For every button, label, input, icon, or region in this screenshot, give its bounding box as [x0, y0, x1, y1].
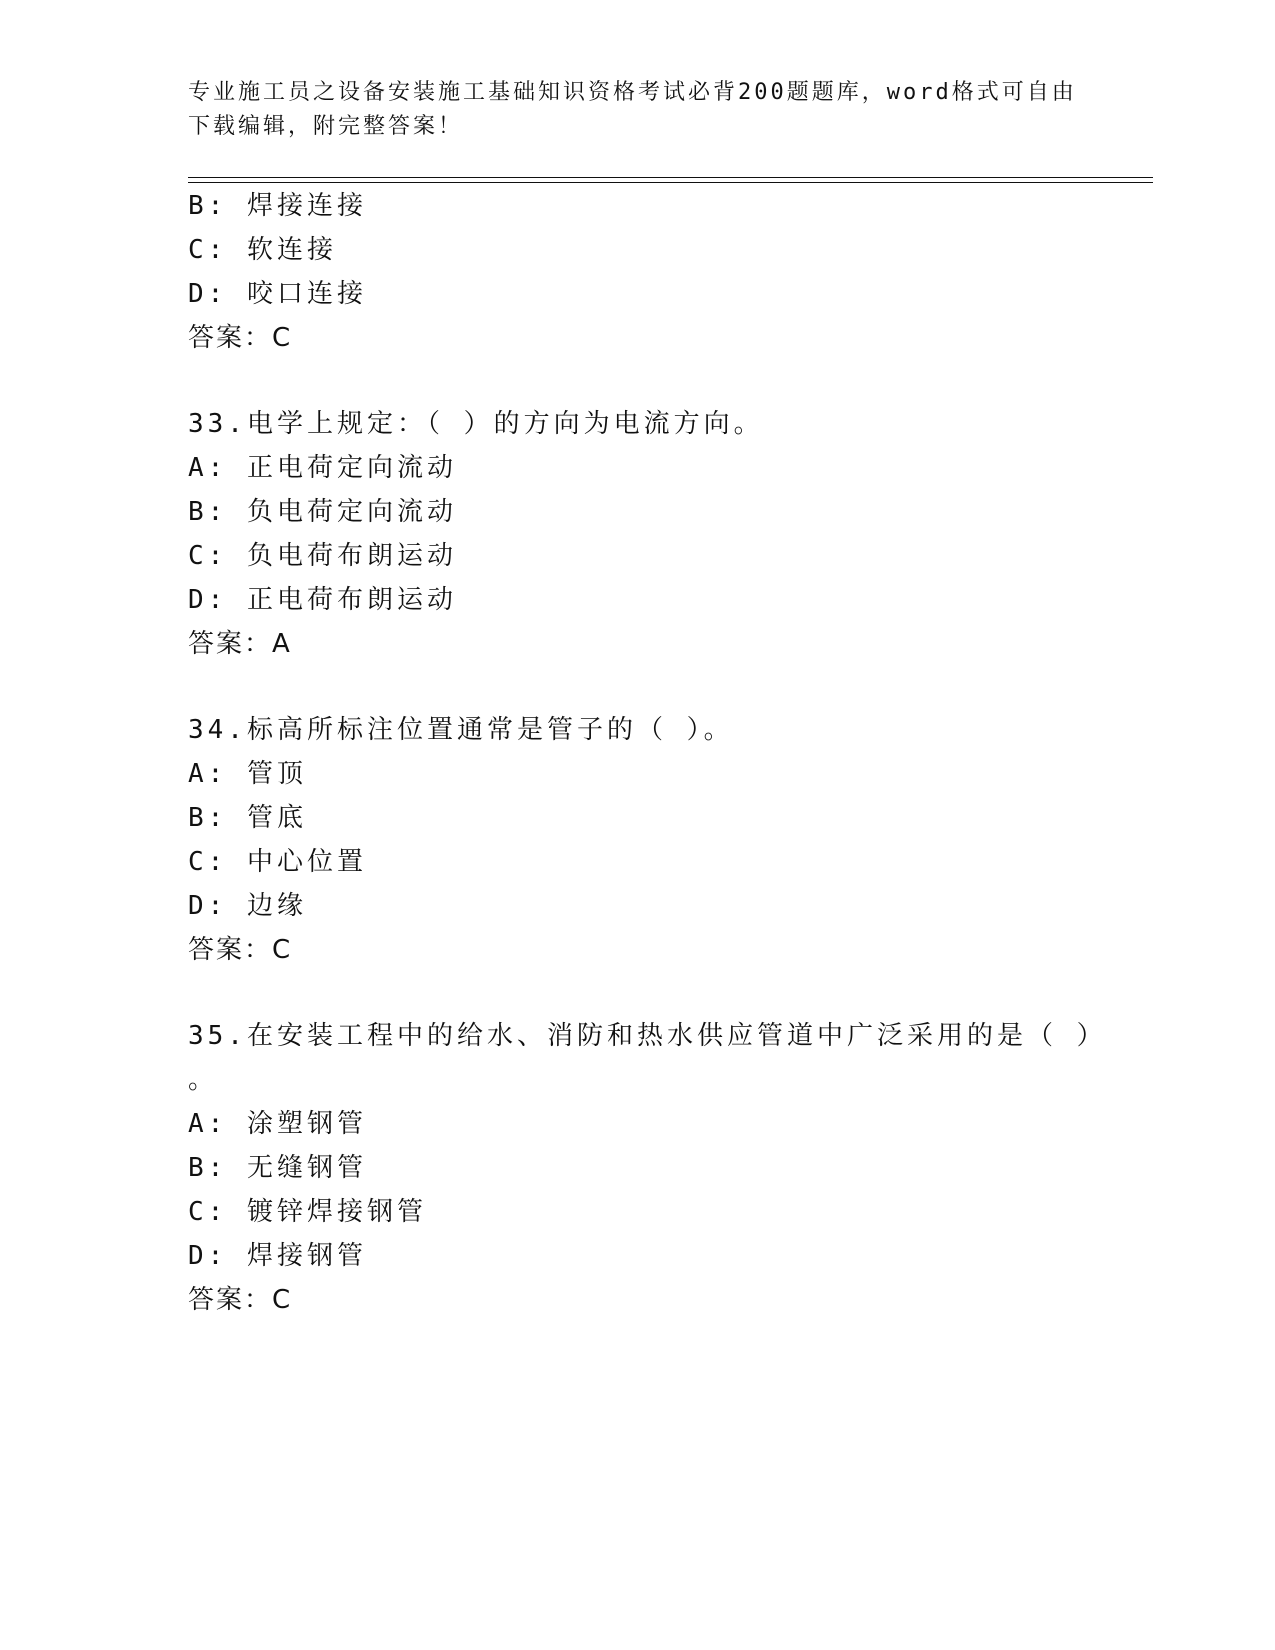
q33-answer: 答案：A [188, 629, 292, 659]
q35-option-d: D: 焊接钢管 [188, 1241, 367, 1271]
q33-option-c: C: 负电荷布朗运动 [188, 541, 457, 571]
q33-option-b: B: 负电荷定向流动 [188, 497, 457, 527]
q34-option-d: D: 边缘 [188, 891, 307, 921]
q32-option-d: D: 咬口连接 [188, 279, 367, 309]
q35-option-a: A: 涂塑钢管 [188, 1109, 367, 1139]
q34-option-c: C: 中心位置 [188, 847, 367, 877]
q34-answer: 答案：C [188, 935, 293, 965]
header-divider-bottom [188, 182, 1153, 183]
q33-stem: 33.电学上规定：（ ）的方向为电流方向。 [188, 409, 764, 439]
q33-option-a: A: 正电荷定向流动 [188, 453, 457, 483]
q32-answer: 答案：C [188, 323, 293, 353]
header-divider-top [188, 177, 1153, 178]
q34-stem: 34.标高所标注位置通常是管子的（ ）。 [188, 715, 734, 745]
q35-stem: 35.在安装工程中的给水、消防和热水供应管道中广泛采用的是（ ） [188, 1021, 1107, 1051]
q35-answer: 答案：C [188, 1285, 293, 1315]
q34-option-b: B: 管底 [188, 803, 307, 833]
q35-stem-tail: 。 [188, 1065, 219, 1095]
q34-option-a: A: 管顶 [188, 759, 307, 789]
q32-option-b: B: 焊接连接 [188, 191, 367, 221]
header-line-1: 专业施工员之设备安装施工基础知识资格考试必背200题题库，word格式可自由 [188, 80, 1077, 105]
header-line-2: 下载编辑，附完整答案！ [188, 114, 464, 139]
q35-option-b: B: 无缝钢管 [188, 1153, 367, 1183]
q32-option-c: C: 软连接 [188, 235, 337, 265]
document-header [188, 76, 1088, 144]
q35-option-c: C: 镀锌焊接钢管 [188, 1197, 427, 1227]
q33-option-d: D: 正电荷布朗运动 [188, 585, 457, 615]
